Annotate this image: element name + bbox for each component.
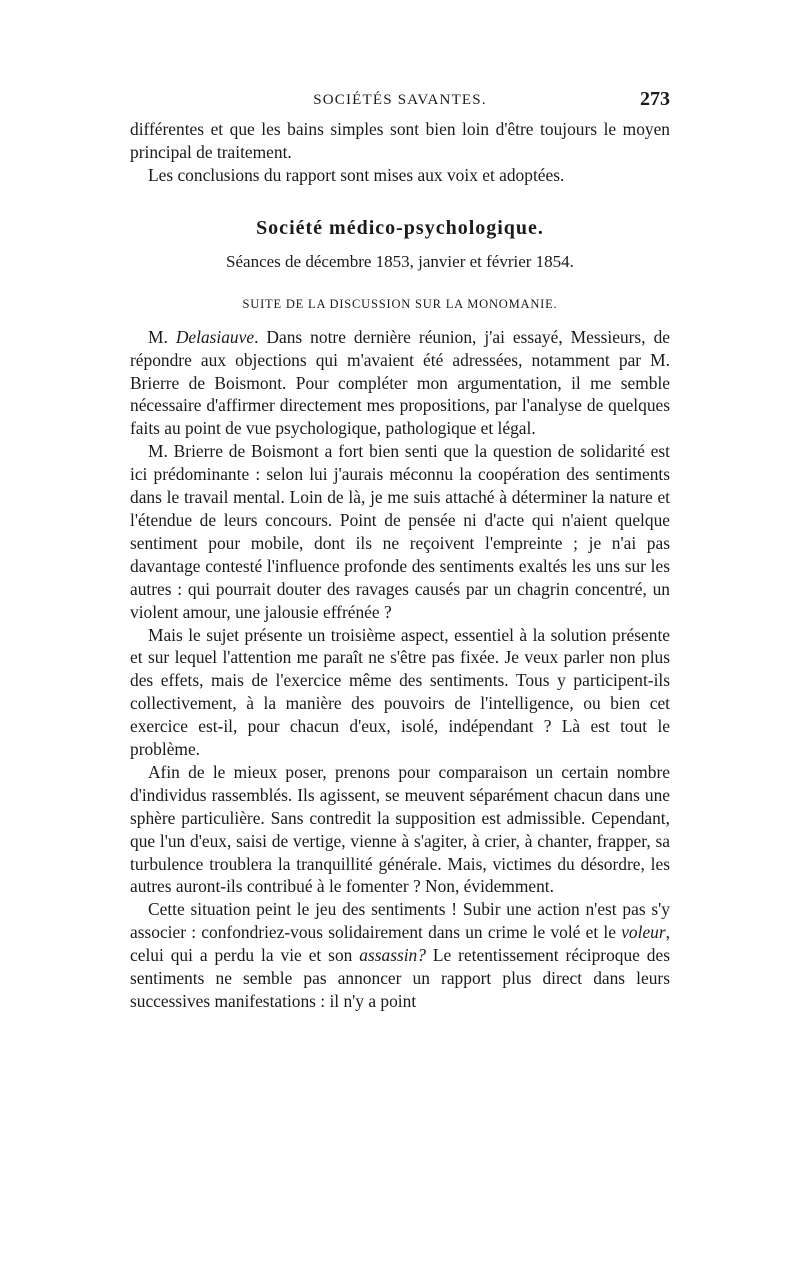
page-number: 273 bbox=[640, 88, 670, 110]
p5-part-a: Cette situation peint le jeu des sentiments ! Subir une action n'est pas s'y associer : confondriez-vous solidairement dans un crime le volé et le bbox=[130, 899, 670, 943]
continuation-paragraph: différentes et que les bains simples sont bien loin d'être toujours le moyen principal de traitement. bbox=[130, 119, 670, 162]
paragraph-1-text: . Dans notre dernière réunion, j'ai essayé, Messieurs, de répondre aux objections qui m'avaient été adressées, notamment par M. Brierre de Boismont. Pour compléter mon argumentation, il me semble nécessaire d'affirmer directement mes propositions, par l'analyse de quelques faits au point de vue psychologique, pathologique et légal. bbox=[130, 326, 670, 439]
paragraph-troisieme-aspect: Mais le sujet présente un troisième aspect, essentiel à la solution présente et sur lequel l'attention me paraît ne s'être pas fixée. Je veux parler non plus des effets, mais de l'exercice même des sentiments. Tous y participent-ils collectivement, à la manière des pouvoirs de l'intelligence, ou bien cet exercice est-il, pour chacun d'eux, isolé, indépendant ? Là est tout le problème. bbox=[130, 624, 670, 760]
p5-part-c: Le retentissement réciproque des sentiments ne semble pas annoncer un rapport plus direct dans leurs successives manifestations : il n'y a point bbox=[130, 945, 670, 1011]
paragraph-jeu-des-sentiments bbox=[130, 898, 670, 1013]
p5-part-b: , celui qui a perdu la vie et son bbox=[130, 922, 670, 966]
running-head bbox=[130, 88, 670, 118]
paragraph-delasiauve bbox=[130, 326, 670, 441]
speaker-prefix: M. bbox=[148, 326, 176, 347]
p5-emphasis-assassin: assassin? bbox=[359, 945, 426, 966]
conclusion-paragraph: Les conclusions du rapport sont mises aux voix et adoptées. bbox=[148, 164, 565, 185]
p5-emphasis-voleur: voleur bbox=[621, 922, 666, 943]
discussion-heading: SUITE DE LA DISCUSSION SUR LA MONOMANIE. bbox=[242, 296, 558, 311]
speaker-name: Delasiauve bbox=[175, 326, 255, 347]
paragraph-comparaison: Afin de le mieux poser, prenons pour comparaison un certain nombre d'individus rassemblés. Ils agissent, se meuvent séparément chacun dans une sphère particulière. Sans contredit la supposition est admissible. Cependant, que l'un d'eux, saisi de vertige, vienne à s'agiter, à crier, à chanter, frapper, sa turbulence troublera la tranquillité générale. Mais, victimes du désordre, les autres auront-ils contribué à le fomenter ? Non, évidemment. bbox=[130, 761, 670, 897]
paragraph-solidarite: M. Brierre de Boismont a fort bien senti que la question de solidarité est ici prédominante : selon lui j'aurais méconnu la coopération des sentiments dans le travail mental. Loin de là, je me suis attaché à déterminer la nature et l'étendue de leurs concours. Point de pensée ni d'acte qui n'aient quelque sentiment pour mobile, dont ils ne reçoivent l'empreinte ; je n'ai pas davantage contesté l'influence profonde des sentiments exaltés les uns sur les autres : qui pourrait douter des ravages causés par un chagrin concentré, un violent amour, une jalousie effrénée ? bbox=[130, 441, 670, 622]
sessions-dates: Séances de décembre 1853, janvier et février 1854. bbox=[226, 251, 574, 271]
society-title: Société médico-psychologique. bbox=[256, 216, 544, 239]
book-page bbox=[130, 88, 670, 1013]
running-title: SOCIÉTÉS SAVANTES. bbox=[313, 92, 487, 108]
